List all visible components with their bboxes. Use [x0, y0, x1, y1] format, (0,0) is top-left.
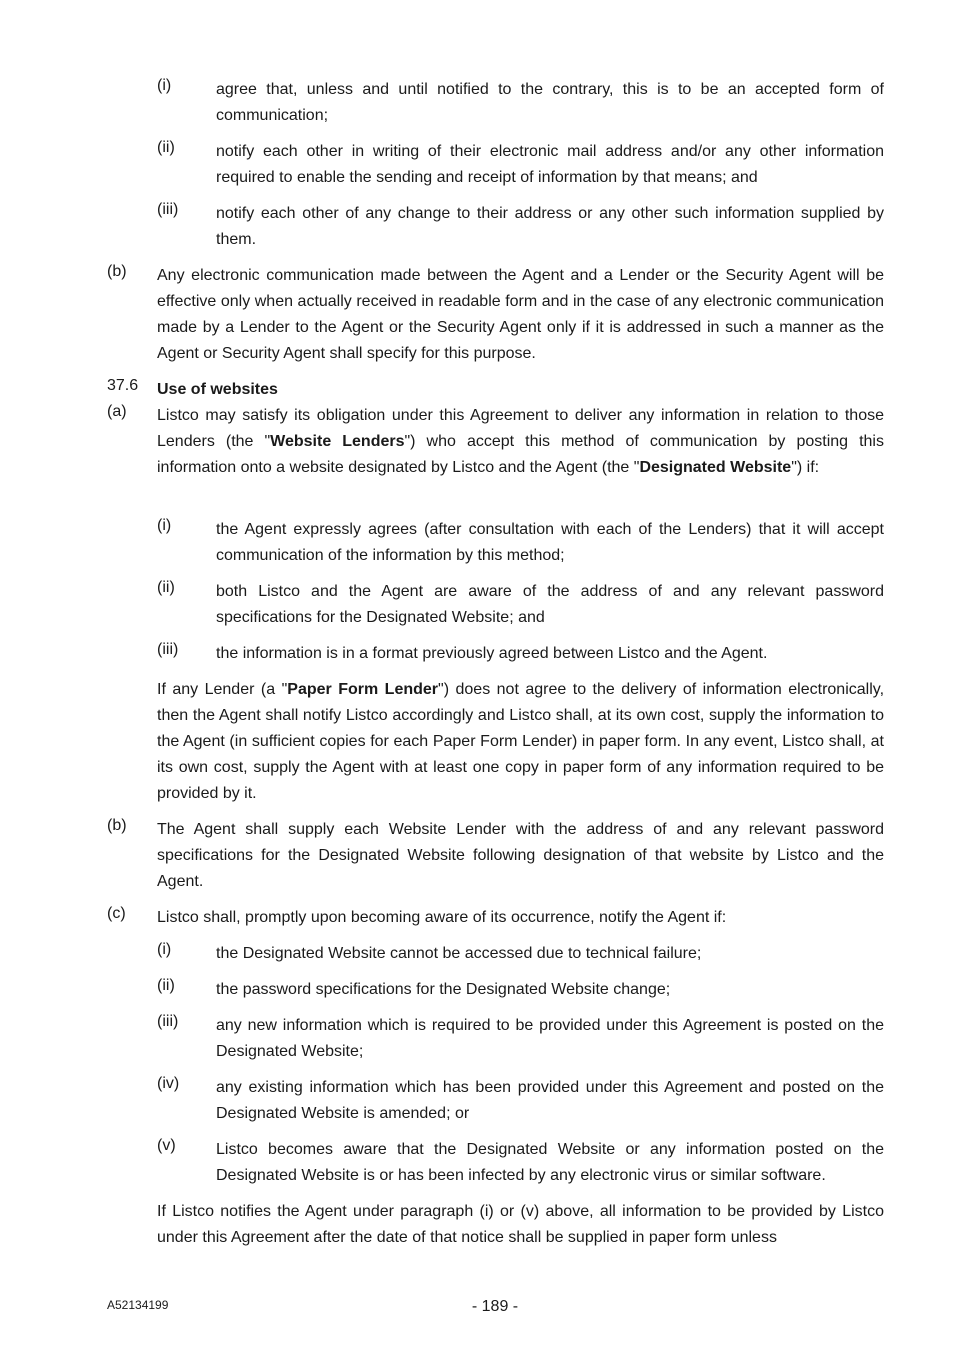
page-number: - 189 -	[471, 1298, 519, 1315]
item-number: (v)	[157, 1137, 176, 1154]
defined-term: Designated Website	[639, 459, 792, 476]
item-number: (i)	[157, 517, 172, 534]
section-title: Use of websites	[157, 381, 278, 398]
list-item	[157, 1075, 884, 1127]
clause-number: (a)	[107, 403, 127, 420]
item-text: the password specifications for the Designated Website change;	[216, 981, 671, 998]
list-item	[157, 1013, 884, 1065]
clause-number: (b)	[107, 817, 127, 834]
clause-text: Listco may satisfy its obligation under this Agreement to deliver any information in relation to those Lenders (the "Website Lenders") who accept this method of communication by posting this information onto a website designated by Listco and the Agent (the "Designated Website") if:	[157, 407, 884, 476]
item-text: any existing information which has been provided under this Agreement and posted on the Designated Website is amended; or	[216, 1079, 884, 1122]
list-item	[157, 941, 884, 967]
item-number: (iv)	[157, 1075, 180, 1092]
list-item	[157, 1137, 884, 1189]
item-number: (iii)	[157, 201, 179, 218]
defined-term: Paper Form Lender	[287, 681, 439, 698]
document-reference: A52134199	[107, 1298, 169, 1312]
item-text: Listco becomes aware that the Designated Website or any information posted on the Designated Website is or has been infected by any electronic virus or similar software.	[216, 1141, 884, 1184]
clause-a	[107, 403, 884, 481]
clause-c	[107, 905, 884, 931]
list-item	[157, 977, 884, 1003]
item-text: agree that, unless and until notified to the contrary, this is to be an accepted form of communication;	[216, 81, 884, 124]
clause-text: Any electronic communication made between the Agent and a Lender or the Security Agent will be effective only when actually received in readable form and in the case of any electronic communication made by a Lender to the Agent or the Security Agent only if it is addressed in such a manner as the Agent or Security Agent shall specify for this purpose.	[157, 267, 884, 362]
list-item	[157, 139, 884, 191]
clause-b-website	[107, 817, 884, 895]
item-number: (ii)	[157, 139, 175, 156]
clause-text: Listco shall, promptly upon becoming aware of its occurrence, notify the Agent if:	[157, 909, 727, 926]
list-item	[157, 641, 884, 667]
list-item	[157, 517, 884, 569]
item-text: the information is in a format previously agreed between Listco and the Agent.	[216, 645, 768, 662]
item-text: notify each other in writing of their electronic mail address and/or any other information required to enable the sending and receipt of information by that means; and	[216, 143, 884, 186]
clause-b-electronic	[107, 263, 884, 367]
paper-form-paragraph: If any Lender (a "Paper Form Lender") does not agree to the delivery of information electronically, then the Agent shall notify Listco accordingly and Listco shall, at its own cost, supply the information to the Agent (in sufficient copies for each Paper Form Lender) in paper form. In any event, Listco shall, at its own cost, supply the Agent with at least one copy in paper form of any information required to be provided by it.	[157, 681, 885, 802]
section-number: 37.6	[107, 377, 139, 394]
item-number: (iii)	[157, 1013, 179, 1030]
defined-term: Website Lenders	[270, 433, 405, 450]
item-text: any new information which is required to be provided under this Agreement is posted on the Designated Website;	[216, 1017, 884, 1060]
list-item	[157, 579, 884, 631]
item-text: the Designated Website cannot be accessed due to technical failure;	[216, 945, 702, 962]
clause-number: (b)	[107, 263, 127, 280]
final-paragraph: If Listco notifies the Agent under paragraph (i) or (v) above, all information to be provided by Listco under this Agreement after the date of that notice shall be supplied in paper form unless	[157, 1203, 884, 1246]
item-number: (i)	[157, 941, 172, 958]
clause-number: (c)	[107, 905, 126, 922]
list-item	[157, 77, 884, 129]
item-number: (i)	[157, 77, 172, 94]
clause-text: The Agent shall supply each Website Lender with the address of and any relevant password specifications for the Designated Website following designation of that website by Listco and the Agent.	[157, 821, 884, 890]
item-text: the Agent expressly agrees (after consultation with each of the Lenders) that it will accept communication of the information by this method;	[216, 521, 884, 564]
section-heading	[107, 377, 884, 403]
list-item	[157, 201, 884, 253]
item-number: (ii)	[157, 977, 175, 994]
item-number: (ii)	[157, 579, 175, 596]
item-text: notify each other of any change to their address or any other such information supplied by them.	[216, 205, 884, 248]
item-text: both Listco and the Agent are aware of the address of and any relevant password specifications for the Designated Website; and	[216, 583, 884, 626]
item-number: (iii)	[157, 641, 179, 658]
